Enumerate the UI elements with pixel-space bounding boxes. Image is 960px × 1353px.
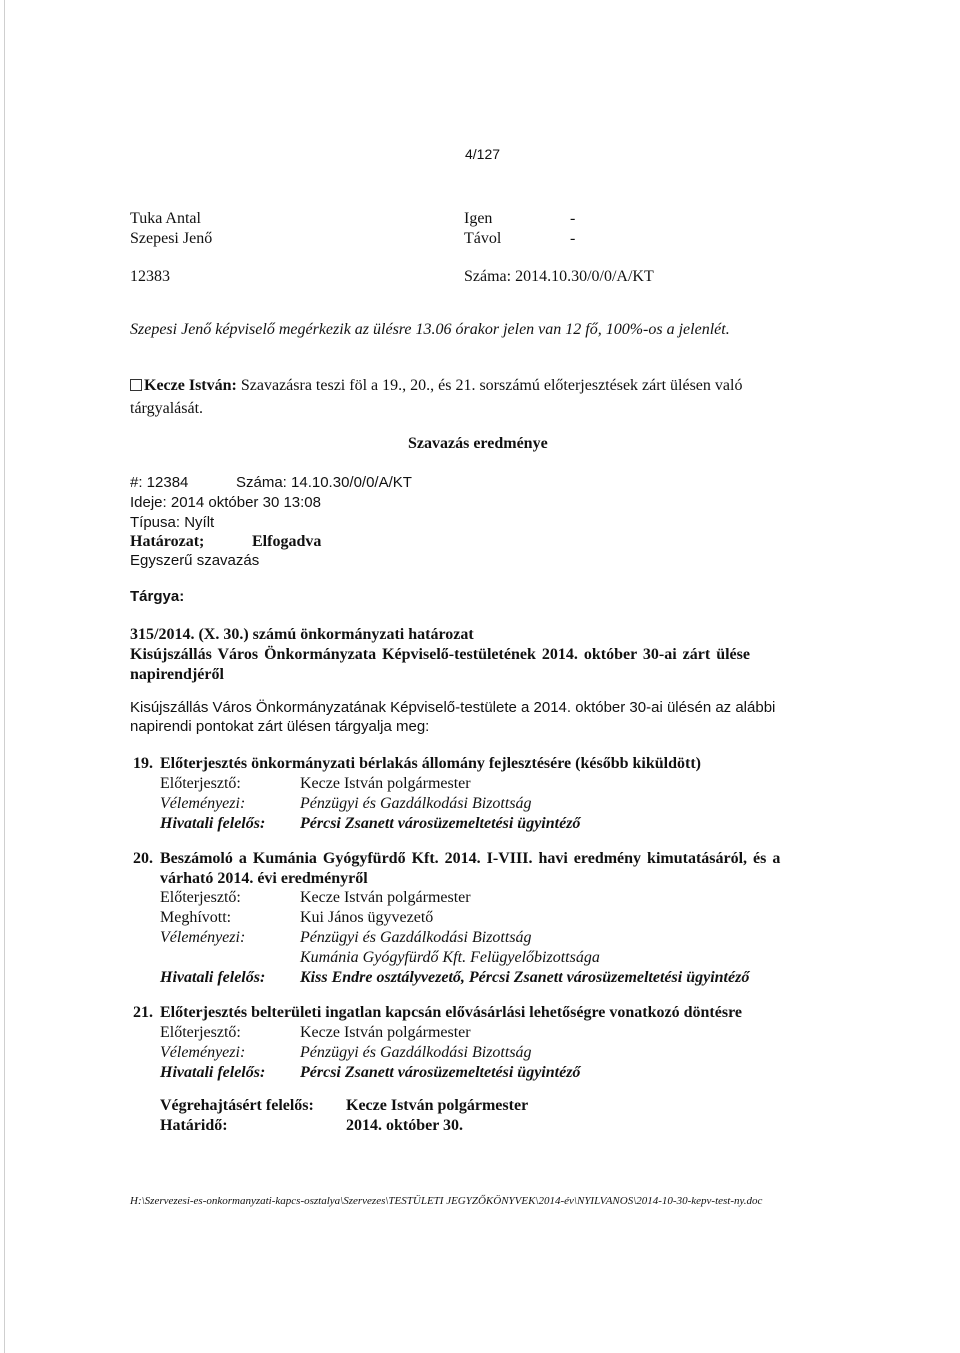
item-20-presenter: Kecze István polgármester <box>300 889 471 906</box>
speech-line-1 <box>130 377 742 395</box>
arrival-note: Szepesi Jenő képviselő megérkezik az ülésre 13.06 órakor jelen van 12 fő, 100%-os a jelenlét. <box>130 321 730 338</box>
vote-row-mark-1: - <box>570 210 576 227</box>
item-19-presenter: Kecze István polgármester <box>300 775 471 792</box>
item-20-invited: Kui János ügyvezető <box>300 909 434 926</box>
item-21-title: Előterjesztés belterületi ingatlan kapcsán elővásárlási lehetőségre vonatkozó döntésre <box>160 1004 742 1021</box>
prev-vote-number: Száma: 2014.10.30/0/0/A/KT <box>464 268 654 285</box>
speech-line-2: tárgyalását. <box>130 400 204 417</box>
checkbox-icon <box>130 379 142 391</box>
scan-edge-line <box>4 0 5 1353</box>
item-20-officer-label: Hivatali felelős: <box>160 969 266 986</box>
item-20-title-2: várható 2014. évi eredményről <box>160 870 368 887</box>
item-20-presenter-label: Előterjesztő: <box>160 889 241 906</box>
vote-result-date: Ideje: 2014 október 30 13:08 <box>130 494 321 511</box>
item-21-officer-label: Hivatali felelős: <box>160 1064 266 1081</box>
item-19-officer-label: Hivatali felelős: <box>160 815 266 832</box>
item-20-opinion-1: Pénzügyi és Gazdálkodási Bizottság <box>300 929 532 946</box>
item-20-officer: Kiss Endre osztályvezető, Pércsi Zsanett városüzemeltetési ügyintéző <box>300 969 750 986</box>
item-21-presenter-label: Előterjesztő: <box>160 1024 241 1041</box>
vote-result-method: Egyszerű szavazás <box>130 552 260 569</box>
item-20-number: 20. <box>133 850 153 867</box>
item-20-opinion-2: Kumánia Gyógyfürdő Kft. Felügyelőbizottsága <box>300 949 600 966</box>
item-19-opinion: Pénzügyi és Gazdálkodási Bizottság <box>300 795 532 812</box>
resolution-body-2: napirendi pontokat zárt ülésen tárgyalja meg: <box>130 718 430 735</box>
vote-row-mark-2: - <box>570 230 576 247</box>
vote-row-name-1: Tuka Antal <box>130 210 201 227</box>
resolution-title: 315/2014. (X. 30.) számú önkormányzati határozat <box>130 626 474 643</box>
deadline-value: 2014. október 30. <box>346 1117 464 1134</box>
vote-result-number: Száma: 14.10.30/0/0/A/KT <box>236 474 412 491</box>
item-19-officer: Pércsi Zsanett városüzemeltetési ügyintéző <box>300 815 581 832</box>
item-20-title-1: Beszámoló a Kumánia Gyógyfürdő Kft. 2014. I-VIII. havi eredmény kimutatásáról, és a <box>160 850 781 867</box>
footer-file-path: H:\Szervezesi-es-onkormanyzati-kapcs-osztalya\Szervezes\TESTÜLETI JEGYZŐKÖNYVEK\2014-év\NYILVANOS\2014-10-30-kepv-test-ny.doc <box>130 1195 763 1207</box>
item-20-invited-label: Meghívott: <box>160 909 232 926</box>
vote-result-status: Elfogadva <box>252 533 322 550</box>
item-21-officer: Pércsi Zsanett városüzemeltetési ügyintéző <box>300 1064 581 1081</box>
deadline-label: Határidő: <box>160 1117 228 1134</box>
vote-result-heading: Szavazás eredménye <box>408 435 548 452</box>
item-19-number: 19. <box>133 755 153 772</box>
item-21-presenter: Kecze István polgármester <box>300 1024 471 1041</box>
vote-result-type: Típusa: Nyílt <box>130 514 215 531</box>
page-number: 4/127 <box>465 146 501 162</box>
vote-row-vote-1: Igen <box>464 210 493 227</box>
responsible-value: Kecze István polgármester <box>346 1097 529 1114</box>
vote-row-vote-2: Távol <box>464 230 502 247</box>
vote-result-kind: Határozat; <box>130 533 205 550</box>
item-19-title: Előterjesztés önkormányzati bérlakás állomány fejlesztésére (később kiküldött) <box>160 755 701 772</box>
resolution-body-1: Kisújszállás Város Önkormányzatának Képviselő-testülete a 2014. október 30-ai ülésén az alábbi <box>130 699 776 716</box>
item-19-presenter-label: Előterjesztő: <box>160 775 241 792</box>
item-21-number: 21. <box>133 1004 153 1021</box>
item-21-opinion: Pénzügyi és Gazdálkodási Bizottság <box>300 1044 532 1061</box>
vote-row-name-2: Szepesi Jenő <box>130 230 213 247</box>
speaker-name: Kecze István: <box>144 377 237 394</box>
vote-result-id: #: 12384 <box>130 474 189 491</box>
speech-text-1: Szavazásra teszi föl a 19., 20., és 21. sorszámú előterjesztések zárt ülésen való <box>240 377 743 394</box>
prev-vote-id: 12383 <box>130 268 170 285</box>
vote-result-subject-label: Tárgya: <box>130 588 185 605</box>
resolution-subtitle-1: Kisújszállás Város Önkormányzata Képviselő-testületének 2014. október 30-ai zárt ülése <box>130 646 750 663</box>
responsible-label: Végrehajtásért felelős: <box>160 1097 314 1114</box>
item-21-opinion-label: Véleményezi: <box>160 1044 246 1061</box>
resolution-subtitle-2: napirendjéről <box>130 666 224 683</box>
item-19-opinion-label: Véleményezi: <box>160 795 246 812</box>
item-20-opinion-label: Véleményezi: <box>160 929 246 946</box>
